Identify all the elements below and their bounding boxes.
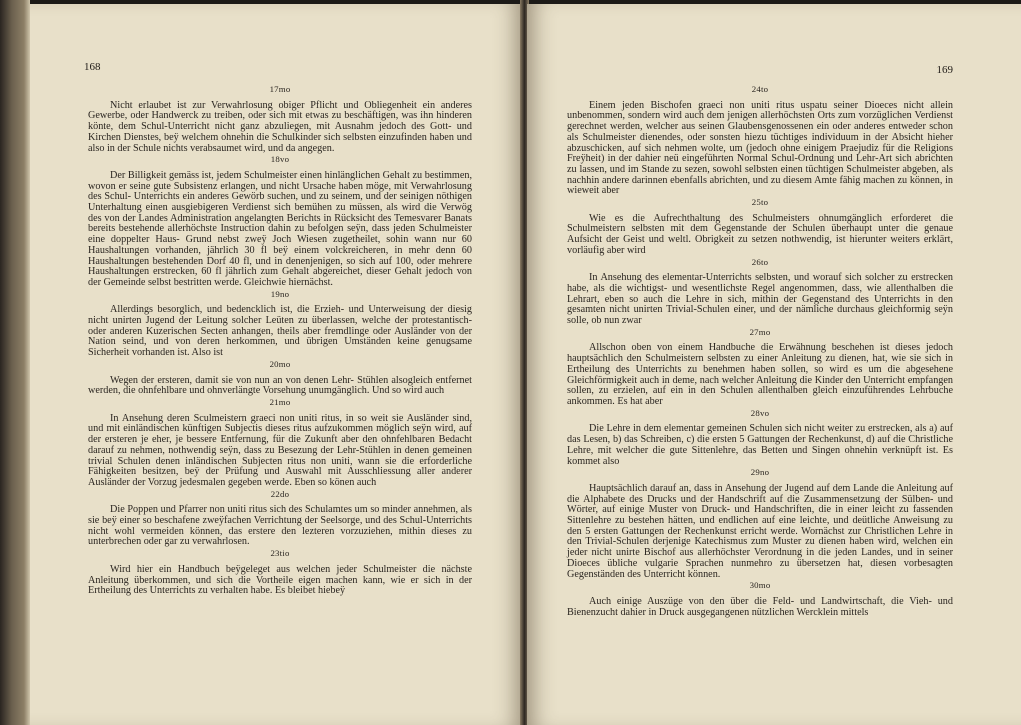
left-page-text xyxy=(88,84,472,597)
section-paragraph: In Ansehung deren Sculmeistern graeci non uniti ritus, in so weit sie Ausländer sind, und mit einländischen künftigen Subjectis dieses ritus aufzukommen möglich seÿn wird, auf der ersteren je eher, je bessere Entfernung, für die Zukunft aber den ohnfehlbaren Bedacht darauf zu nehmen, nothwendig seÿn, dass zu Besezung der Lehr-Stühlen in denen gemeinen trivial Schulen denen inländischen Subjecten ritus non uniti, wann sie die erforderliche Fähigkeiten besitzen, beÿ der Prüfung und Auswahl mit Ausschliessung aller anderer Ausländer der Vorzug jedesmalen gegeben werde. Eben so könen auch xyxy=(88,412,472,488)
section-paragraph: Wie es die Aufrechthaltung des Schulmeisters ohnumgänglich erforderet die Schulmeistern selbsten mit dem Gegenstande der Schulen überhaupt unter die genaue Aufsicht der Geist und weltl. Obrigkeit zu setzen nothwendig, ist hierunter weiters erklärt, vorläufig aber wird xyxy=(567,212,953,256)
section-heading: 20mo xyxy=(269,358,291,369)
section-paragraph: Allschon oben von einem Handbuche die Erwähnung beschehen ist dieses jedoch hauptsächlich den Schulmeistern selbsten zu einer Anleitung zu dienen, hat, wie sie sich in Ertheilung des Unterrichts zu benehmen haben sollen, so wird es um die abgesehene Gleichförmigkeit auch in deme, nach welcher Anleitung die Kinder den Unterricht empfangen sollen, zu erzielen, auf ein in den Schulen allenthalben gleich einzuführendes Lehrbuche ankommen. Es hat aber xyxy=(567,342,953,407)
page-number-left: 168 xyxy=(84,61,101,73)
section-22 xyxy=(88,489,472,549)
section-paragraph: Allerdings besorglich, und bedencklich ist, die Erzieh- und Unterweisung der diesig nicht unirten Jugend der Leitung solcher Leüten zu überlassen, welche der protestantisch- oder anderen Kuzerischen Secten anhangen, theils aber fremdlinge oder Ausländer von der Nation seind, und von deren herkommen, und übrigen Umständen keine genugsame Sicherheit vorhanden ist. Also ist xyxy=(88,304,472,359)
section-heading: 18vo xyxy=(270,154,290,165)
section-heading: 26to xyxy=(751,256,769,267)
section-paragraph: Der Billigkeit gemäss ist, jedem Schulmeister einen hinlänglichen Gehalt zu bestimmen, wovon er seine gute Subsistenz erlangen, und nicht Ursache haben möge, mit Verwahrlosung des Schul- Unterrichts ein anderes Gewörb suchen, und zu seinem, und der seinigen nöthigen Unterhaltung einen ausgiebigeren Verdienst sich bemühen zu müssen, als wird die Verwög des von der Landes Administration angelangten Berichts in Rücksicht des Temesvarer Banats bereits bestehende allerhöchste Instruction dahin zu befolgen seÿn, dass jeden Schulmeister eine doppelter Haus- Grund nebst zweÿ Joch Wiesen zugetheilet, sohin wann nur 60 Haushaltungen vorhanden, jährlich 30 fl beÿ einem volckreicheren, in mehr denn 60 Haushaltungen bestehenden Dorf 40 fl, und in denenjenigen, so sich auf 100, oder mehrere Haushaltungen erstrecken, 60 fl jährlich zum Gehalt abgereichet, dieser Gehalt jedoch von der Gemeinde selbst bestritten werde. Gleichwie hiernächst. xyxy=(88,169,472,288)
section-28 xyxy=(567,408,953,468)
section-heading: 25to xyxy=(751,197,769,208)
section-heading: 17mo xyxy=(269,84,291,94)
section-25 xyxy=(567,197,953,257)
section-30 xyxy=(567,580,953,618)
section-heading: 29no xyxy=(750,467,770,478)
right-page-text xyxy=(567,84,953,618)
book-edge xyxy=(0,0,30,725)
section-20 xyxy=(88,359,472,397)
section-paragraph: Auch einige Auszüge von den über die Feld- und Landwirtschaft, die Vieh- und Bienenzucht dahier in Druck ausgegangenen nützlichen Wercklein mittels xyxy=(567,595,953,618)
section-paragraph: Einem jeden Bischofen graeci non uniti ritus uspatu seiner Dioeces nicht allein unbenommen, sondern wird auch dem jenigen allerhöchsten Orts zum vorzüglichen Verdienst gerechnet werden, welcher aus seinen Glaubensgenossenen ein oder anderes entweder schon als Schulmeister dienendes, oder sonsten hiezu tüchtiges individuum in der Absicht hieher abzuschicken, auf sich nehmen wolte, um (jedoch ohne einigem Praejudiz für die Religions Freÿheit) in der dahier neü eingeführten Normal Schul-Ordnung und Lehr-Art sich abrichten zu lassen, und im Stande zu sezen, sowohl selbsten einen tüchtigen Schulmeister abgeben, als nachhin andere darinnen ebenfalls abrichten, und zu diesem Amte fähig machen zu können, in wieweit aber xyxy=(567,99,953,197)
section-paragraph: Die Poppen und Pfarrer non uniti ritus sich des Schulamtes um so minder annehmen, als sie beÿ einer so beschafene zweÿfachen Verrichtung der Seelsorge, und des Schul-Unterrichts nicht wohl vermeiden können, das erstere den lezteren vorzuziehen, mithin dieses zu unterbrechen oder gar zu verwahrlosen. xyxy=(88,504,472,548)
section-27 xyxy=(567,327,953,408)
section-heading: 27mo xyxy=(749,326,771,337)
section-paragraph: Wird hier ein Handbuch beÿgeleget aus welchen jeder Schulmeister die nächste Anleitung überkommen, und sich die Vortheile eigen machen kann, wie er sich in der Ertheilung des Unterrichts zu verhalten habe. Es bleibet hiebeÿ xyxy=(88,563,472,597)
page-number-right: 169 xyxy=(936,64,953,76)
section-17 xyxy=(88,84,472,154)
section-24 xyxy=(567,84,953,197)
right-page xyxy=(527,4,1021,725)
section-paragraph: Hauptsächlich darauf an, dass in Ansehung der Jugend auf dem Lande die Anleitung auf die Alphabete des Drucks und der Handschrift auf die Zusammensetzung der Sülben- und Wörter, auf einige Muster von Druck- und Handschriften, die in einer leicht zu fassenden Sittenlehre zu bestehen hätten, und endlichen auf eine leichte, und deütliche Anweisung zu den 5 ersten Gattungen der Rechenkunst erricht werde. Wornächst zur Christlichen Lehre in den Trivial-Schulen derjenige Katechismus zum Muster zu dienen haben wird, welchen ein jeder nicht unirte Bischof aus allerhöchster Verordnung in die jeden Landes, und in seiner Dioeces übliche vulgarie Sprachen nunmehro zu übersetzen hat, diesen vorbesagten Gegenständen des Unterricht können. xyxy=(567,482,953,580)
section-19 xyxy=(88,289,472,359)
section-paragraph: Wegen der ersteren, damit sie von nun an von denen Lehr- Stühlen alsogleich entfernet werden, die ohnfehlbare und ohnverlängte Vorsehung unumgänglich. Und so wird auch xyxy=(88,374,472,397)
section-paragraph: In Ansehung des elementar-Unterrichts selbsten, und worauf sich solcher zu erstrecken habe, als die wichtigst- und wesentlichste Regel angenommen, dass, wie allenthalben die Lehrart, eben so auch die Lehre in sich, mithin der Gegenstand des Unterrichts in den gesamten nicht unirten Trivial-Schulen einer, und der nämliche durchaus gleichformig seÿn solle, ob nun zwar xyxy=(567,272,953,327)
section-heading: 22do xyxy=(270,488,290,499)
section-heading: 30mo xyxy=(749,580,771,591)
section-23 xyxy=(88,548,472,597)
section-paragraph: Die Lehre in dem elementar gemeinen Schulen sich nicht weiter zu erstrecken, als a) auf das Lesen, b) das Schreiben, c) die ersten 5 Gattungen der Rechenkunst, d) auf die Christliche Lehre, mit welcher die gute Sittenlehre, das Betten und Singen ohnehin verknüpft ist. Es kommet also xyxy=(567,423,953,467)
section-21 xyxy=(88,397,472,489)
section-heading: 21mo xyxy=(269,396,291,407)
section-heading: 23tio xyxy=(270,548,290,559)
section-paragraph: Nicht erlaubet ist zur Verwahrlosung obiger Pflicht und Obliegenheit ein anderes Gewerbe, oder Handwerck zu treiben, oder sich mit etwas zu beschäftigen, was ihn hinderen könte, dem Schul-Unterricht nicht ganz abzuliegen, mit Ausnahm jedoch des Gott- und Kirchen Dienstes, beÿ welchem ohnehin die Schulkinder sich selbsten einzufinden haben und also in der Schule nichts verabsaumet wird, und da angegen. xyxy=(88,99,472,154)
section-29 xyxy=(567,467,953,580)
section-18 xyxy=(88,154,472,288)
section-heading: 24to xyxy=(751,84,769,94)
left-page xyxy=(30,4,522,725)
section-heading: 28vo xyxy=(750,407,770,418)
section-26 xyxy=(567,257,953,327)
section-heading: 19no xyxy=(270,288,290,299)
